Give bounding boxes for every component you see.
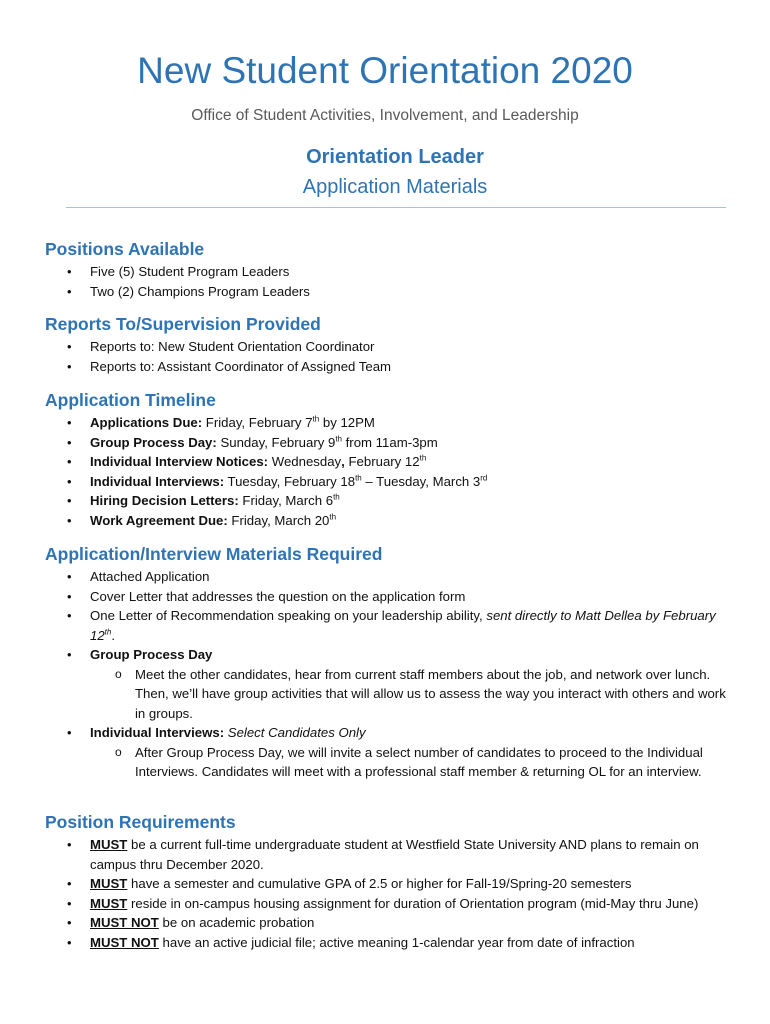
timeline-item: • Work Agreement Due: Friday, March 20th [45, 511, 735, 531]
sub-list-item: o Meet the other candidates, hear from current staff members about the job, and network over lunch. Then, we’ll have group activities that will allow us to assess the way you interact with others and work in groups. [90, 665, 735, 724]
list-item: • Group Process Day o Meet the other candidates, hear from current staff members about the job, and network over lunch. Then, we’ll have group activities that will allow us to assess the way you interact with others and work in groups. [45, 645, 735, 723]
timeline-item: • Applications Due: Friday, February 7th by 12PM [45, 413, 735, 433]
section-reports [45, 313, 735, 376]
divider-rule [66, 207, 726, 208]
timeline-item: • Individual Interviews: Tuesday, February 18th – Tuesday, March 3rd [45, 472, 735, 492]
timeline-item: • Hiring Decision Letters: Friday, March 6th [45, 491, 735, 511]
list-item: • Five (5) Student Program Leaders [45, 262, 735, 282]
list-item: • Reports to: New Student Orientation Coordinator [45, 337, 735, 357]
requirement-item: • MUST be a current full-time undergraduate student at Westfield State University AND plans to remain on campus thru December 2020. [45, 835, 735, 874]
document-heading: Orientation Leader [306, 146, 484, 168]
section-timeline [45, 389, 735, 530]
requirement-item: • MUST NOT be on academic probation [45, 913, 735, 933]
list-item: • Cover Letter that addresses the question on the application form [45, 587, 735, 607]
list-item: • Reports to: Assistant Coordinator of Assigned Team [45, 357, 735, 377]
list-item: • One Letter of Recommendation speaking on your leadership ability, sent directly to Matt Dellea by February 12th. [45, 606, 735, 645]
section-heading-materials: Application/Interview Materials Required [45, 544, 383, 564]
section-materials [45, 543, 735, 782]
list-item: • Two (2) Champions Program Leaders [45, 282, 735, 302]
section-positions [45, 238, 735, 301]
page-title: New Student Orientation 2020 [137, 50, 633, 91]
sub-list-item: o After Group Process Day, we will invite a select number of candidates to proceed to the Individual Interviews. Candidates will meet with a professional staff member & returning OL for an interview. [90, 743, 735, 782]
list-item: • Attached Application [45, 567, 735, 587]
section-heading-positions: Positions Available [45, 239, 205, 259]
section-requirements [45, 811, 735, 952]
section-heading-reports: Reports To/Supervision Provided [45, 314, 321, 334]
requirement-item: • MUST have a semester and cumulative GPA of 2.5 or higher for Fall-19/Spring-20 semesters [45, 874, 735, 894]
document-subheading: Application Materials [302, 176, 488, 198]
list-item: • Individual Interviews: Select Candidates Only o After Group Process Day, we will invite a select number of candidates to proceed to the Individual Interviews. Candidates will meet with a professional staff member & returning OL for an interview. [45, 723, 735, 782]
requirement-item: • MUST reside in on-campus housing assignment for duration of Orientation program (mid-May thru June) [45, 894, 735, 914]
timeline-item: • Group Process Day: Sunday, February 9th from 11am-3pm [45, 433, 735, 453]
section-heading-requirements: Position Requirements [45, 812, 236, 832]
timeline-item: • Individual Interview Notices: Wednesday, February 12th [45, 452, 735, 472]
section-heading-timeline: Application Timeline [45, 390, 216, 410]
page-subtitle: Office of Student Activities, Involvement, and Leadership [191, 107, 579, 124]
requirement-item: • MUST NOT have an active judicial file; active meaning 1-calendar year from date of infraction [45, 933, 735, 953]
